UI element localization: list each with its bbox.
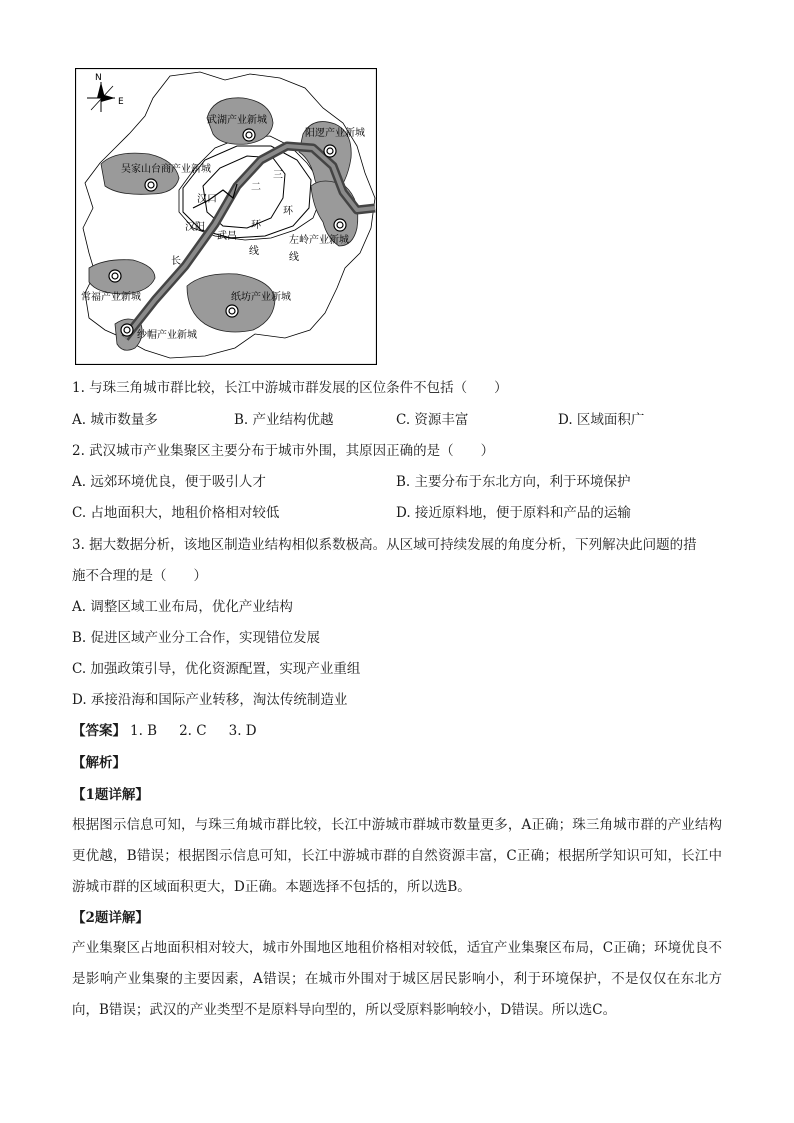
q1-option-b: B. 产业结构优越: [234, 412, 334, 428]
label-ring-er: 二: [251, 182, 261, 193]
label-wuhu: 武湖产业新城: [207, 115, 267, 126]
q1-stem: 1. 与珠三角城市群比较，长江中游城市群发展的区位条件不包括（ ）: [72, 380, 508, 396]
label-ring-huan2: 环: [283, 206, 293, 217]
answer-label: 【答案】: [72, 723, 126, 739]
q2-option-a: A. 远郊环境优良，便于吸引人才: [72, 474, 266, 490]
answer-2: 2. C: [179, 723, 207, 739]
q3-stem-line1: 3. 据大数据分析，该地区制造业结构相似系数极高。从区域可持续发展的角度分析，下列解决此问题的措: [72, 537, 697, 553]
q2-option-d: D. 接近原料地，便于原料和产品的运输: [396, 505, 631, 521]
label-changfu: 常福产业新城: [81, 292, 141, 303]
answer-3: 3. D: [228, 723, 257, 739]
detail2-label: 【2题详解】: [72, 910, 149, 926]
q1-option-c: C. 资源丰富: [396, 412, 469, 428]
q2-option-c: C. 占地面积大，地租价格相对较低: [72, 505, 280, 521]
q1-option-a: A. 城市数量多: [72, 412, 158, 428]
label-wuchang: 武昌: [217, 231, 237, 242]
q3-option-a: A. 调整区域工业布局，优化产业结构: [72, 599, 293, 615]
answer-1: 1. B: [130, 723, 158, 739]
label-ring-xian2: 线: [289, 252, 299, 263]
label-hanyang: 汉阳: [185, 222, 205, 233]
label-zhifang: 纸坊产业新城: [231, 292, 291, 303]
label-ring-xian1: 线: [249, 246, 259, 257]
answer-line: [72, 721, 279, 741]
q1-option-d: D. 区域面积广: [558, 412, 645, 428]
label-wujiashan: 吴家山台商产业新城: [121, 164, 211, 175]
q2-stem: 2. 武汉城市产业集聚区主要分布于城市外围，其原因正确的是（ ）: [72, 443, 495, 459]
label-ring-san: 三: [273, 170, 283, 181]
q3-option-d: D. 承接沿海和国际产业转移，淘汰传统制造业: [72, 692, 348, 708]
q3-stem-line2: 施不合理的是（ ）: [72, 568, 207, 584]
label-zuoling: 左岭产业新城: [289, 235, 349, 246]
label-yangluo: 阳逻产业新城: [305, 128, 365, 139]
label-hankou: 汉口: [197, 194, 217, 205]
detail1-label: 【1题详解】: [72, 787, 149, 803]
q3-option-c: C. 加强政策引导，优化资源配置，实现产业重组: [72, 661, 361, 677]
label-shamao: 纱帽产业新城: [137, 330, 197, 341]
label-ring-huan1: 环: [251, 220, 261, 231]
q3-option-b: B. 促进区域产业分工合作，实现错位发展: [72, 630, 321, 646]
analysis-label: 【解析】: [72, 755, 126, 771]
detail2-text: 产业集聚区占地面积相对较大，城市外围地区地租价格相对较低，适宜产业集聚区布局，C正确；环境优良不是影响产业集聚的主要因素，A错误；在城市外围对于城区居民影响小，利于环境保护，不是仅仅在东北方向，B错误；武汉的产业类型不是原料导向型的，所以受原料影响较小，D错误。所以选C。: [72, 940, 722, 1018]
label-river: 长: [171, 256, 181, 267]
wuhan-industry-map: [75, 68, 377, 365]
q2-option-b: B. 主要分布于东北方向，利于环境保护: [396, 474, 631, 490]
compass-e-label: E: [118, 97, 124, 107]
detail1-text: 根据图示信息可知，与珠三角城市群比较，长江中游城市群城市数量更多，A正确；珠三角城市群的产业结构更优越，B错误；根据图示信息可知，长江中游城市群的自然资源丰富，C正确；根据所学知识可知，长江中游城市群的区域面积更大，D正确。本题选择不包括的，所以选B。: [72, 817, 722, 895]
compass-n-label: N: [95, 73, 102, 83]
